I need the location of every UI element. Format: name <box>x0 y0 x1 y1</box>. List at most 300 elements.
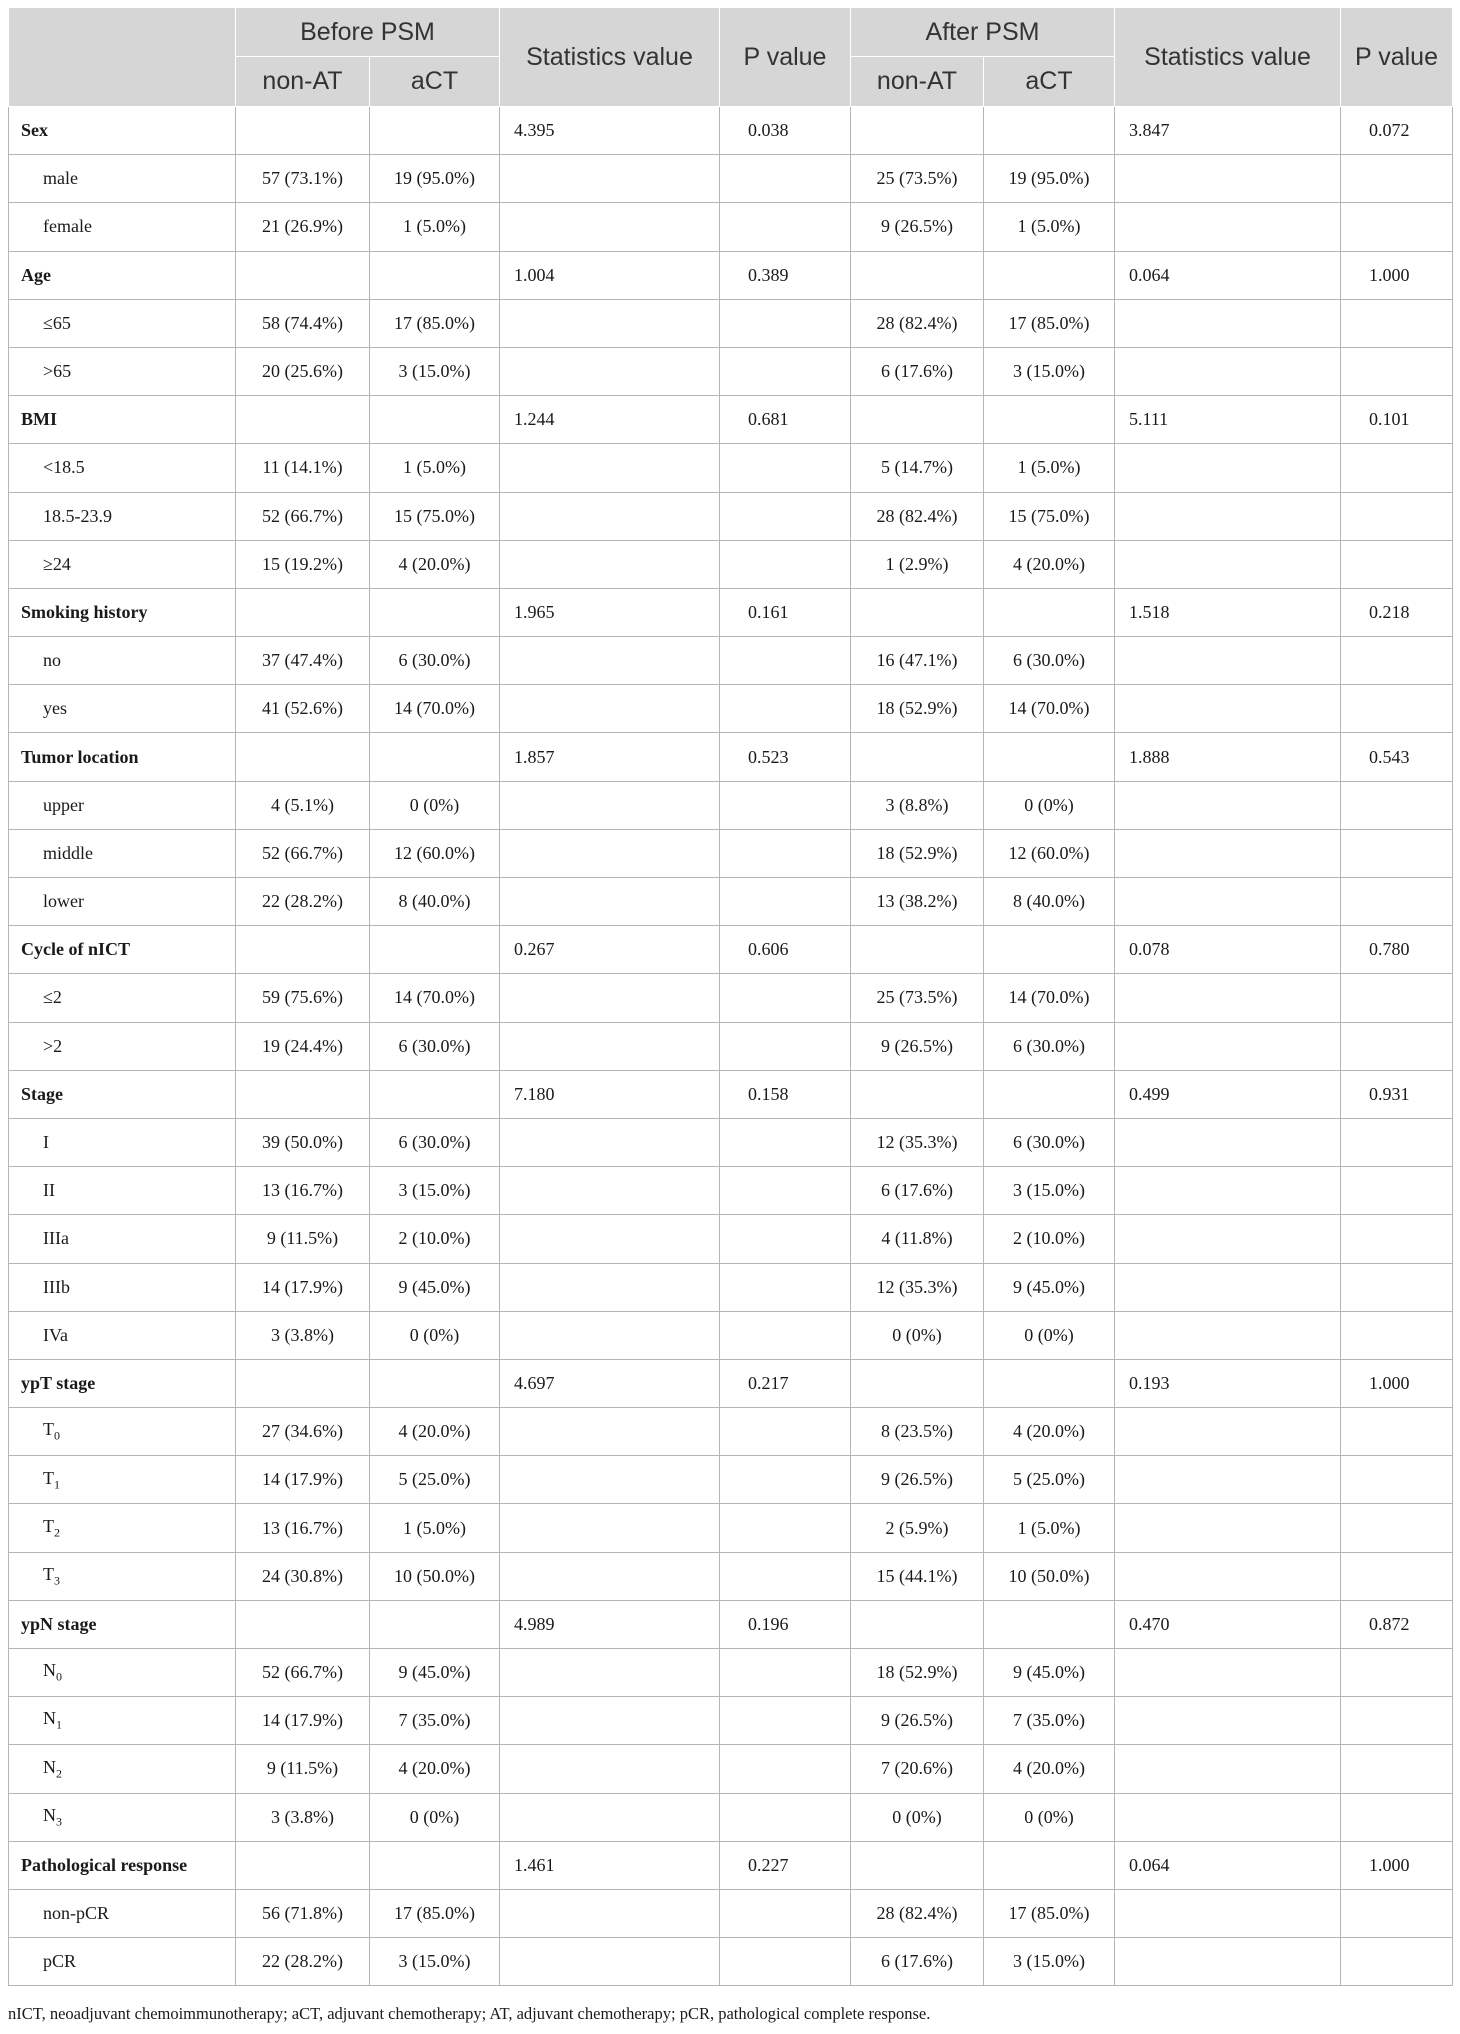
before-act-cell: 17 (85.0%) <box>370 1889 500 1937</box>
before-act-cell: 2 (10.0%) <box>370 1215 500 1263</box>
row-label-subscript: 2 <box>56 1766 62 1781</box>
row-label <box>9 733 236 781</box>
row-label-subscript: 0 <box>54 1428 60 1443</box>
p-value-after <box>1341 781 1453 829</box>
after-non-at-cell: 4 (11.8%) <box>851 1215 984 1263</box>
row-label-text: T <box>43 1515 54 1536</box>
statistics-value-after <box>1115 1552 1341 1600</box>
statistics-value-before <box>500 1215 720 1263</box>
before-non-at-cell: 13 (16.7%) <box>236 1504 370 1552</box>
after-act-cell: 14 (70.0%) <box>984 685 1115 733</box>
row-label-text: N <box>43 1708 56 1729</box>
table-row <box>9 492 1453 540</box>
before-act-cell <box>370 1070 500 1118</box>
p-value-before: 0.161 <box>720 588 851 636</box>
p-value-before: 0.038 <box>720 107 851 155</box>
before-act-cell <box>370 251 500 299</box>
before-non-at-cell: 22 (28.2%) <box>236 1938 370 1986</box>
row-label <box>9 1841 236 1889</box>
row-label-subscript: 3 <box>54 1573 60 1588</box>
after-non-at-cell: 15 (44.1%) <box>851 1552 984 1600</box>
header-statistics-value-before: Statistics value <box>500 8 720 107</box>
p-value-after: 0.872 <box>1341 1600 1453 1648</box>
before-non-at-cell <box>236 733 370 781</box>
table-row <box>9 637 1453 685</box>
before-non-at-cell: 9 (11.5%) <box>236 1215 370 1263</box>
after-act-cell: 1 (5.0%) <box>984 203 1115 251</box>
statistics-value-before <box>500 347 720 395</box>
table-row <box>9 878 1453 926</box>
before-non-at-cell: 14 (17.9%) <box>236 1697 370 1745</box>
header-before-psm: Before PSM <box>236 8 500 57</box>
p-value-after <box>1341 1649 1453 1697</box>
after-act-cell: 10 (50.0%) <box>984 1552 1115 1600</box>
p-value-after <box>1341 974 1453 1022</box>
after-non-at-cell: 28 (82.4%) <box>851 492 984 540</box>
before-non-at-cell <box>236 588 370 636</box>
row-label-text: non-pCR <box>43 1903 110 1924</box>
row-label-text: N <box>43 1804 56 1825</box>
statistics-value-after <box>1115 1456 1341 1504</box>
after-act-cell: 19 (95.0%) <box>984 155 1115 203</box>
table-row <box>9 1408 1453 1456</box>
table-group-row <box>9 396 1453 444</box>
after-non-at-cell: 9 (26.5%) <box>851 203 984 251</box>
p-value-after <box>1341 1118 1453 1166</box>
before-act-cell: 4 (20.0%) <box>370 1745 500 1793</box>
after-non-at-cell: 0 (0%) <box>851 1311 984 1359</box>
statistics-value-before <box>500 1311 720 1359</box>
after-act-cell: 5 (25.0%) <box>984 1456 1115 1504</box>
header-p-value-after: P value <box>1341 8 1453 107</box>
after-non-at-cell: 28 (82.4%) <box>851 299 984 347</box>
before-act-cell: 1 (5.0%) <box>370 444 500 492</box>
row-label-text: Pathological response <box>21 1854 188 1875</box>
row-label-text: 18.5-23.9 <box>43 505 112 526</box>
p-value-before <box>720 444 851 492</box>
statistics-value-before <box>500 1697 720 1745</box>
statistics-value-before: 1.004 <box>500 251 720 299</box>
after-non-at-cell: 28 (82.4%) <box>851 1889 984 1937</box>
row-label <box>9 926 236 974</box>
baseline-table-container <box>8 7 1452 1986</box>
before-act-cell: 6 (30.0%) <box>370 1022 500 1070</box>
row-label <box>9 588 236 636</box>
statistics-value-after <box>1115 1793 1341 1841</box>
row-label <box>9 974 236 1022</box>
before-act-cell: 19 (95.0%) <box>370 155 500 203</box>
before-act-cell: 5 (25.0%) <box>370 1456 500 1504</box>
after-act-cell <box>984 1070 1115 1118</box>
before-non-at-cell <box>236 251 370 299</box>
before-non-at-cell: 59 (75.6%) <box>236 974 370 1022</box>
row-label <box>9 878 236 926</box>
statistics-value-before <box>500 1022 720 1070</box>
p-value-before: 0.196 <box>720 1600 851 1648</box>
row-label <box>9 1889 236 1937</box>
row-label-text: Sex <box>21 120 48 141</box>
after-non-at-cell: 6 (17.6%) <box>851 1938 984 1986</box>
p-value-before <box>720 155 851 203</box>
statistics-value-before <box>500 1552 720 1600</box>
statistics-value-before <box>500 781 720 829</box>
p-value-after: 0.931 <box>1341 1070 1453 1118</box>
after-act-cell: 6 (30.0%) <box>984 1022 1115 1070</box>
header-after-act: aCT <box>984 57 1115 107</box>
after-act-cell: 17 (85.0%) <box>984 1889 1115 1937</box>
before-act-cell: 17 (85.0%) <box>370 299 500 347</box>
table-footnote: nICT, neoadjuvant chemoimmunotherapy; aCT, adjuvant chemotherapy; AT, adjuvant chemotherapy; pCR, pathological complete response. <box>8 2004 931 2023</box>
p-value-before <box>720 1167 851 1215</box>
p-value-after <box>1341 492 1453 540</box>
table-row <box>9 1215 1453 1263</box>
row-label-text: IIIa <box>43 1228 69 1249</box>
row-label-text: ≤2 <box>43 987 62 1008</box>
row-label-text: Smoking history <box>21 601 148 622</box>
before-non-at-cell: 22 (28.2%) <box>236 878 370 926</box>
after-act-cell: 15 (75.0%) <box>984 492 1115 540</box>
row-label-text: ypN stage <box>21 1613 97 1634</box>
after-non-at-cell: 8 (23.5%) <box>851 1408 984 1456</box>
statistics-value-after <box>1115 299 1341 347</box>
row-label <box>9 1649 236 1697</box>
statistics-value-after <box>1115 685 1341 733</box>
after-act-cell: 4 (20.0%) <box>984 540 1115 588</box>
row-label <box>9 299 236 347</box>
row-label-text: I <box>43 1132 49 1153</box>
statistics-value-after <box>1115 974 1341 1022</box>
p-value-after <box>1341 1408 1453 1456</box>
after-act-cell: 7 (35.0%) <box>984 1697 1115 1745</box>
after-act-cell: 9 (45.0%) <box>984 1263 1115 1311</box>
before-act-cell <box>370 926 500 974</box>
statistics-value-before: 4.697 <box>500 1359 720 1407</box>
after-non-at-cell: 18 (52.9%) <box>851 1649 984 1697</box>
before-act-cell: 0 (0%) <box>370 1311 500 1359</box>
p-value-before <box>720 1745 851 1793</box>
row-label <box>9 107 236 155</box>
statistics-value-after <box>1115 1408 1341 1456</box>
row-label-text: upper <box>43 794 84 815</box>
before-act-cell: 15 (75.0%) <box>370 492 500 540</box>
before-non-at-cell: 14 (17.9%) <box>236 1456 370 1504</box>
before-act-cell <box>370 107 500 155</box>
after-act-cell: 8 (40.0%) <box>984 878 1115 926</box>
p-value-after <box>1341 203 1453 251</box>
statistics-value-after <box>1115 878 1341 926</box>
before-act-cell: 14 (70.0%) <box>370 685 500 733</box>
row-label-text: pCR <box>43 1951 77 1972</box>
table-group-row <box>9 733 1453 781</box>
row-label-text: T <box>43 1467 54 1488</box>
table-group-row <box>9 251 1453 299</box>
row-label-text: ≤65 <box>43 312 71 333</box>
row-label <box>9 1938 236 1986</box>
statistics-value-before <box>500 155 720 203</box>
after-act-cell: 3 (15.0%) <box>984 347 1115 395</box>
statistics-value-before <box>500 203 720 251</box>
after-non-at-cell: 5 (14.7%) <box>851 444 984 492</box>
statistics-value-after: 0.078 <box>1115 926 1341 974</box>
before-act-cell: 4 (20.0%) <box>370 1408 500 1456</box>
table-group-row <box>9 107 1453 155</box>
statistics-value-before: 4.395 <box>500 107 720 155</box>
p-value-before <box>720 974 851 1022</box>
statistics-value-before <box>500 540 720 588</box>
row-label <box>9 1118 236 1166</box>
statistics-value-before: 1.857 <box>500 733 720 781</box>
before-non-at-cell: 21 (26.9%) <box>236 203 370 251</box>
statistics-value-after <box>1115 1311 1341 1359</box>
statistics-value-before <box>500 1793 720 1841</box>
statistics-value-before <box>500 1889 720 1937</box>
before-act-cell: 3 (15.0%) <box>370 1167 500 1215</box>
p-value-before <box>720 492 851 540</box>
p-value-after <box>1341 1697 1453 1745</box>
statistics-value-before: 0.267 <box>500 926 720 974</box>
before-act-cell: 1 (5.0%) <box>370 1504 500 1552</box>
row-label <box>9 1793 236 1841</box>
before-non-at-cell <box>236 1600 370 1648</box>
p-value-before <box>720 781 851 829</box>
before-non-at-cell: 9 (11.5%) <box>236 1745 370 1793</box>
table-group-row <box>9 926 1453 974</box>
statistics-value-before <box>500 444 720 492</box>
before-non-at-cell: 24 (30.8%) <box>236 1552 370 1600</box>
table-header <box>9 8 1453 107</box>
p-value-before <box>720 1022 851 1070</box>
table-row <box>9 203 1453 251</box>
p-value-after: 0.101 <box>1341 396 1453 444</box>
p-value-after <box>1341 1263 1453 1311</box>
statistics-value-before: 1.965 <box>500 588 720 636</box>
before-act-cell <box>370 588 500 636</box>
row-label-text: middle <box>43 842 93 863</box>
before-non-at-cell: 20 (25.6%) <box>236 347 370 395</box>
p-value-after: 0.218 <box>1341 588 1453 636</box>
before-non-at-cell: 52 (66.7%) <box>236 829 370 877</box>
table-row <box>9 1745 1453 1793</box>
after-non-at-cell: 2 (5.9%) <box>851 1504 984 1552</box>
after-act-cell: 0 (0%) <box>984 1793 1115 1841</box>
before-act-cell: 6 (30.0%) <box>370 1118 500 1166</box>
p-value-after <box>1341 1889 1453 1937</box>
p-value-after <box>1341 1311 1453 1359</box>
after-act-cell <box>984 1841 1115 1889</box>
statistics-value-after <box>1115 1938 1341 1986</box>
table-row <box>9 1504 1453 1552</box>
after-non-at-cell: 6 (17.6%) <box>851 1167 984 1215</box>
after-non-at-cell <box>851 588 984 636</box>
statistics-value-after: 0.193 <box>1115 1359 1341 1407</box>
p-value-before: 0.227 <box>720 1841 851 1889</box>
after-act-cell: 2 (10.0%) <box>984 1215 1115 1263</box>
p-value-after <box>1341 1938 1453 1986</box>
after-non-at-cell: 1 (2.9%) <box>851 540 984 588</box>
after-act-cell: 0 (0%) <box>984 1311 1115 1359</box>
header-after-psm: After PSM <box>851 8 1115 57</box>
row-label <box>9 1552 236 1600</box>
before-non-at-cell: 14 (17.9%) <box>236 1263 370 1311</box>
row-label <box>9 781 236 829</box>
after-non-at-cell: 12 (35.3%) <box>851 1263 984 1311</box>
after-act-cell: 3 (15.0%) <box>984 1938 1115 1986</box>
baseline-characteristics-table <box>8 7 1453 1986</box>
after-non-at-cell <box>851 733 984 781</box>
table-row <box>9 1552 1453 1600</box>
table-row <box>9 1697 1453 1745</box>
p-value-after <box>1341 685 1453 733</box>
statistics-value-before <box>500 1408 720 1456</box>
row-label <box>9 1359 236 1407</box>
row-label <box>9 1504 236 1552</box>
table-row <box>9 540 1453 588</box>
row-label <box>9 1215 236 1263</box>
p-value-after <box>1341 1167 1453 1215</box>
p-value-after <box>1341 1022 1453 1070</box>
table-row <box>9 974 1453 1022</box>
row-label-text: Tumor location <box>21 746 139 767</box>
statistics-value-after <box>1115 637 1341 685</box>
before-act-cell: 10 (50.0%) <box>370 1552 500 1600</box>
p-value-before: 0.217 <box>720 1359 851 1407</box>
before-non-at-cell <box>236 107 370 155</box>
row-label-subscript: 1 <box>54 1477 60 1492</box>
before-non-at-cell: 19 (24.4%) <box>236 1022 370 1070</box>
after-act-cell <box>984 1600 1115 1648</box>
before-non-at-cell: 41 (52.6%) <box>236 685 370 733</box>
row-label-text: >2 <box>43 1035 63 1056</box>
after-non-at-cell: 6 (17.6%) <box>851 347 984 395</box>
before-non-at-cell: 13 (16.7%) <box>236 1167 370 1215</box>
after-act-cell: 0 (0%) <box>984 781 1115 829</box>
table-row <box>9 1167 1453 1215</box>
row-label-text: IIIb <box>43 1276 70 1297</box>
statistics-value-after <box>1115 155 1341 203</box>
statistics-value-after <box>1115 1118 1341 1166</box>
p-value-before <box>720 1552 851 1600</box>
p-value-after <box>1341 878 1453 926</box>
after-act-cell <box>984 107 1115 155</box>
before-act-cell: 12 (60.0%) <box>370 829 500 877</box>
row-label-text: T <box>43 1419 54 1440</box>
p-value-before <box>720 1456 851 1504</box>
before-act-cell: 14 (70.0%) <box>370 974 500 1022</box>
statistics-value-after <box>1115 829 1341 877</box>
statistics-value-before: 4.989 <box>500 1600 720 1648</box>
after-act-cell: 6 (30.0%) <box>984 637 1115 685</box>
before-act-cell <box>370 1841 500 1889</box>
before-non-at-cell <box>236 1841 370 1889</box>
before-act-cell <box>370 1359 500 1407</box>
statistics-value-before <box>500 1167 720 1215</box>
row-label <box>9 1745 236 1793</box>
p-value-before: 0.681 <box>720 396 851 444</box>
p-value-before <box>720 1793 851 1841</box>
p-value-before <box>720 829 851 877</box>
p-value-before <box>720 347 851 395</box>
before-non-at-cell: 11 (14.1%) <box>236 444 370 492</box>
table-row <box>9 347 1453 395</box>
statistics-value-after <box>1115 1745 1341 1793</box>
p-value-before: 0.606 <box>720 926 851 974</box>
table-group-row <box>9 588 1453 636</box>
row-label-text: <18.5 <box>43 457 85 478</box>
before-act-cell: 0 (0%) <box>370 781 500 829</box>
statistics-value-after: 0.064 <box>1115 1841 1341 1889</box>
row-label-text: IVa <box>43 1324 68 1345</box>
p-value-before <box>720 1938 851 1986</box>
p-value-before <box>720 1263 851 1311</box>
statistics-value-after <box>1115 540 1341 588</box>
before-non-at-cell: 3 (3.8%) <box>236 1793 370 1841</box>
table-row <box>9 1263 1453 1311</box>
after-act-cell: 14 (70.0%) <box>984 974 1115 1022</box>
p-value-before <box>720 1118 851 1166</box>
row-label-text: N <box>43 1660 56 1681</box>
statistics-value-before: 7.180 <box>500 1070 720 1118</box>
statistics-value-after <box>1115 492 1341 540</box>
table-row <box>9 444 1453 492</box>
after-non-at-cell: 25 (73.5%) <box>851 155 984 203</box>
before-non-at-cell: 58 (74.4%) <box>236 299 370 347</box>
row-label <box>9 1600 236 1648</box>
before-act-cell <box>370 1600 500 1648</box>
row-label-text: no <box>43 650 61 671</box>
row-label <box>9 444 236 492</box>
p-value-after: 1.000 <box>1341 1359 1453 1407</box>
after-non-at-cell: 25 (73.5%) <box>851 974 984 1022</box>
before-non-at-cell <box>236 1070 370 1118</box>
after-non-at-cell: 18 (52.9%) <box>851 685 984 733</box>
row-label <box>9 540 236 588</box>
table-row <box>9 155 1453 203</box>
p-value-after <box>1341 540 1453 588</box>
table-row <box>9 1456 1453 1504</box>
row-label <box>9 203 236 251</box>
before-act-cell: 9 (45.0%) <box>370 1263 500 1311</box>
table-group-row <box>9 1600 1453 1648</box>
after-act-cell: 4 (20.0%) <box>984 1408 1115 1456</box>
statistics-value-after <box>1115 1649 1341 1697</box>
header-after-non-at: non-AT <box>851 57 984 107</box>
after-act-cell <box>984 733 1115 781</box>
p-value-before: 0.158 <box>720 1070 851 1118</box>
row-label-text: Cycle of nICT <box>21 939 130 960</box>
statistics-value-before <box>500 1745 720 1793</box>
statistics-value-before <box>500 299 720 347</box>
statistics-value-before <box>500 1263 720 1311</box>
after-act-cell: 3 (15.0%) <box>984 1167 1115 1215</box>
row-label-text: ≥24 <box>43 553 71 574</box>
table-row <box>9 1889 1453 1937</box>
statistics-value-after: 1.518 <box>1115 588 1341 636</box>
header-statistics-value-after: Statistics value <box>1115 8 1341 107</box>
statistics-value-before <box>500 492 720 540</box>
p-value-after <box>1341 347 1453 395</box>
p-value-before <box>720 1649 851 1697</box>
row-label-text: N <box>43 1756 56 1777</box>
row-label <box>9 1070 236 1118</box>
table-row <box>9 781 1453 829</box>
after-non-at-cell: 9 (26.5%) <box>851 1697 984 1745</box>
statistics-value-after <box>1115 781 1341 829</box>
row-label <box>9 1263 236 1311</box>
before-act-cell: 0 (0%) <box>370 1793 500 1841</box>
statistics-value-before <box>500 1456 720 1504</box>
p-value-after: 0.072 <box>1341 107 1453 155</box>
before-act-cell <box>370 733 500 781</box>
